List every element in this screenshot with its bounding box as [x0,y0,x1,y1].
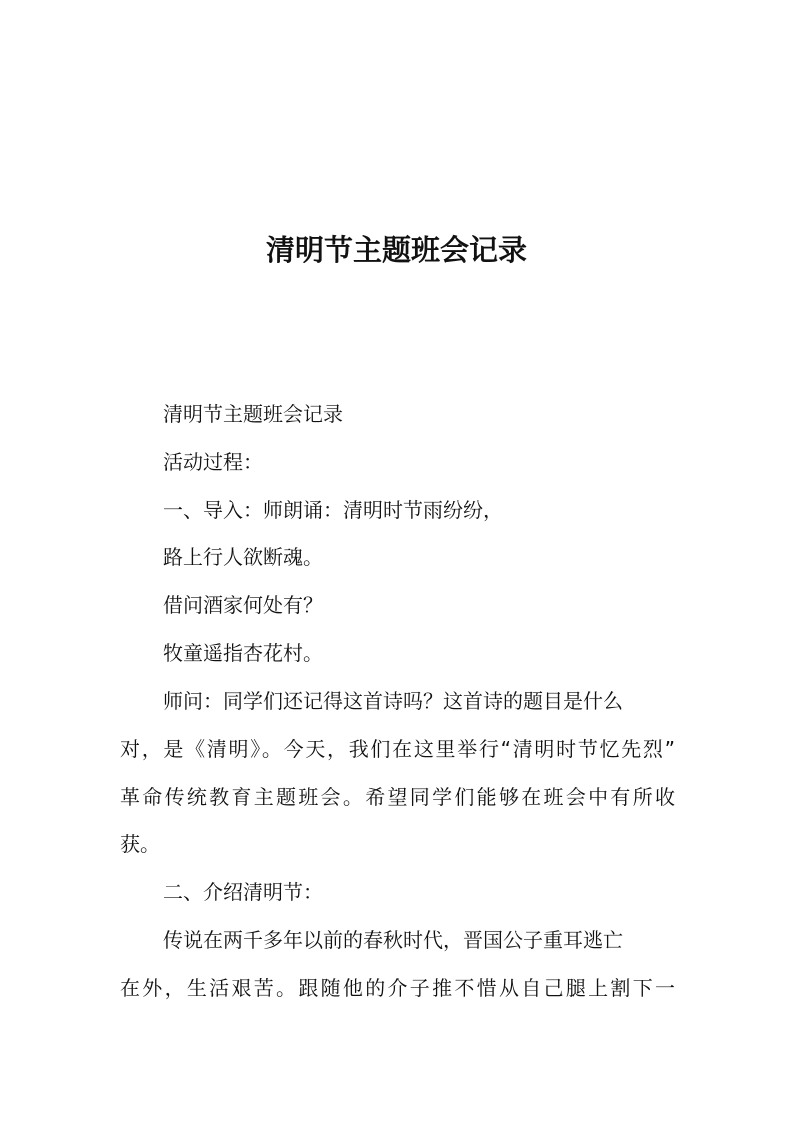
section-two-heading: 二、介绍清明节： [163,880,323,904]
poem-line: 借问酒家何处有？ [163,593,323,617]
body-text-line: 师问：同学们还记得这首诗吗？这首诗的题目是什么 [163,689,623,713]
document-title: 清明节主题班会记录 [265,233,527,267]
body-text-line: 获。 [120,832,160,856]
body-text-line: 革命传统教育主题班会。希望同学们能够在班会中有所收 [120,785,675,809]
section-one-heading: 一、导入：师朗诵：清明时节雨纷纷， [163,498,503,522]
poem-line: 路上行人欲断魂。 [163,545,323,569]
poem-line: 牧童遥指杏花村。 [163,641,323,665]
section-label-activity: 活动过程： [163,450,263,474]
body-text-line: 传说在两千多年以前的春秋时代，晋国公子重耳逃亡 [163,928,623,952]
body-text-line: 对，是《清明》。今天，我们在这里举行“清明时节忆先烈” [120,737,675,761]
body-text-line: 在外，生活艰苦。跟随他的介子推不惜从自己腿上割下一 [120,976,675,1000]
paragraph-heading: 清明节主题班会记录 [163,402,343,426]
